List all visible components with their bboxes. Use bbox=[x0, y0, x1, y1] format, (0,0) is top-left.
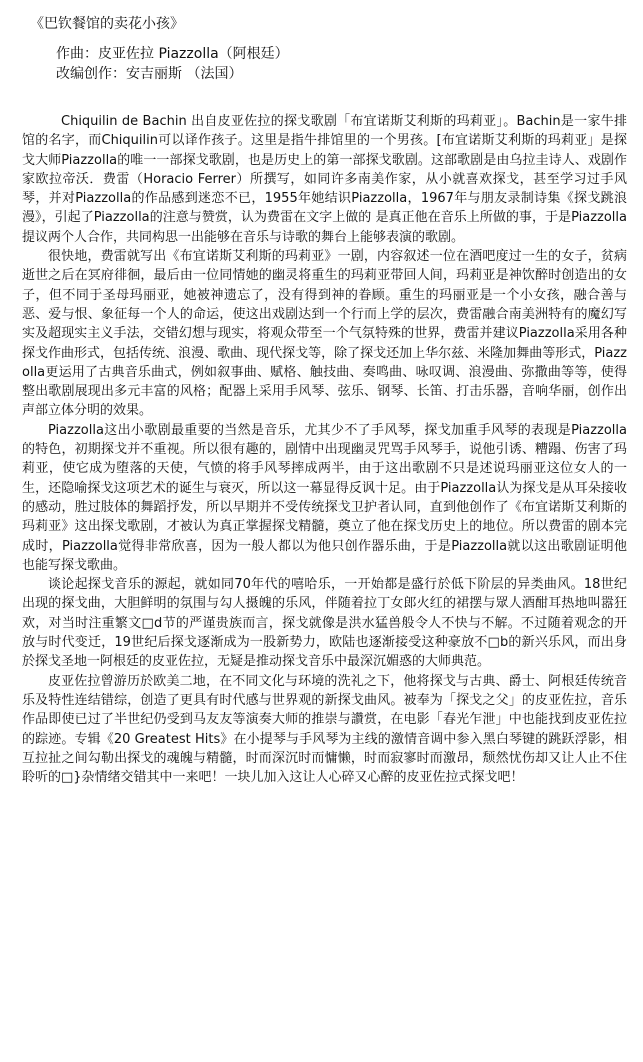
article-body bbox=[22, 112, 627, 787]
document-title: 《巴钦餐馆的卖花小孩》 bbox=[30, 16, 184, 32]
composer-line: 作曲：皮亚佐拉 Piazzolla（阿根廷） bbox=[56, 46, 289, 62]
credits-block bbox=[56, 44, 627, 84]
paragraph: Piazzolla这出小歌剧最重要的当然是音乐，尤其少不了手风琴，探戈加重手风琴的表现是Piazzolla的特色，初期探戈并不重视。所以很有趣的，剧情中出现幽灵咒骂手风琴手，说他引诱、糟蹋、伤害了玛莉亚，使它成为堕落的天使，气愤的将手风琴摔成两半，由于这出歌剧不只是述说玛丽亚这位女人的一生，还隐喻探戈这项艺术的诞生与衰灭，所以这一幕显得反讽十足。由于Piazzolla认为探戈是从耳朵接收的感动，胜过肢体的舞蹈抒发，所以早期并不受传统探戈卫护者认同，直到他创作了《布宜诺斯艾利斯的玛莉亚》这出探戈歌剧，才被认为真正掌握探戈精髓，奠立了他在探戈历史上的地位。所以费雷的剧本完成时，Piazzolla觉得非常欣喜，因为一般人都以为他只创作器乐曲，于是Piazzolla就以这出歌剧证明他也能写探戈歌曲。 bbox=[22, 422, 627, 573]
paragraph: Chiquilin de Bachin 出自皮亚佐拉的探戈歌剧「布宜诺斯艾利斯的玛莉亚」。Bachin是一家牛排馆的名字，而Chiquilin可以译作孩子。这里是指牛排馆里的一个男孩。[布宜诺斯艾利斯的玛莉亚」是探戈大师Piazzolla的唯一一部探戈歌剧，也是历史上的第一部探戈歌剧。这部歌剧是由乌拉圭诗人、戏剧作家欧拉帝沃．费雷（Horacio Ferrer）所撰写，如同许多南美作家，从小就喜欢探戈，甚至学习过手风琴，并对Piazzolla的作品感到迷恋不已，1955年她结识Piazzolla，1967年与朋友录制诗集《探戈跳浪漫》，引起了Piazzolla的注意与赞赏，认为费雷在文字上做的 是真正他在音乐上所做的事，于是Piazzolla提议两个人合作，共同构思一出能够在音乐与诗歌的舞台上能够表演的歌剧。 bbox=[22, 114, 627, 245]
arranger-line: 改编创作：安吉丽斯 （法国） bbox=[56, 66, 243, 82]
paragraph: 很快地，费雷就写出《布宜诺斯艾利斯的玛莉亚》一剧，内容叙述一位在酒吧度过一生的女子，贫病逝世之后在冥府徘徊，最后由一位同情她的幽灵将重生的玛莉亚带回人间，玛莉亚是神饮醉时创造出的女子，但不同于圣母玛丽亚，她被神遗忘了，没有得到神的眷顾。重生的玛丽亚是一个小女孩，融合善与恶、爱与恨、象征每一个人的命运，使这出戏剧达到一个行而上学的层次，费雷融合南美洲特有的魔幻写实及超现实主义手法，交错幻想与现实，将观众带至一个气氛特殊的世界，费雷并建议Piazzolla采用各种探戈作曲形式，包括传统、浪漫、歌曲、现代探戈等，除了探戈还加上华尔兹、米隆加舞曲等形式，Piazzolla更运用了古典音乐曲式，例如叙事曲、赋格、触技曲、奏鸣曲、咏叹调、浪漫曲、弥撒曲等等，使得整出歌剧展现出多元丰富的风格；配器上采用手风琴、弦乐、钢琴、长笛、打击乐器，音响华丽，创作出声部立体分明的效果。 bbox=[22, 249, 627, 419]
paragraph: 谈论起探戈音乐的源起，就如同70年代的嘻哈乐，一开始都是盛行於低下阶层的异类曲风。18世纪出现的探戈曲，大胆鲜明的氛围与勾人摄魄的乐风，伴随着拉丁女郎火红的裙摆与眾人酒酣耳热地叫嚣狂欢，对当时注重繁文□d节的严谨贵族而言，探戈就像是洪水猛兽般令人不快与不解。不过随着观念的开放与时代变迁，19世纪后探戈逐渐成为一股新势力，欧陆也逐渐接受这种豪放不□b的新兴乐风，而出身於探戈圣地一阿根廷的皮亚佐拉，无疑是推动探戈音乐中最深沉媚惑的大师典范。 bbox=[22, 577, 627, 670]
paragraph: 皮亚佐拉曾游历於欧美二地，在不同文化与环境的洗礼之下，他将探戈与古典、爵士、阿根廷传统音乐及特性连结错综，创造了更具有时代感与世界观的新探戈曲风。被奉为「探戈之父」的皮亚佐拉，音乐作品即使已过了半世纪仍受到马友友等演奏大师的推崇与讚赏，在电影「春光乍泄」中也能找到皮亚佐拉的踪迹。专辑《20 Greatest Hits》在小提琴与手风琴为主线的激情音调中参入黑白琴键的跳跃浮影，相互拉扯之间勾勒出探戈的魂魄与精髓，时而深沉时而慵懒，时而寂寥时而激昂，颓然忧伤却又让人止不住聆听的□}杂情绪交错其中一来吧！一块儿加入这让人心碎又心醉的皮亚佐拉式探戈吧！ bbox=[22, 673, 627, 786]
